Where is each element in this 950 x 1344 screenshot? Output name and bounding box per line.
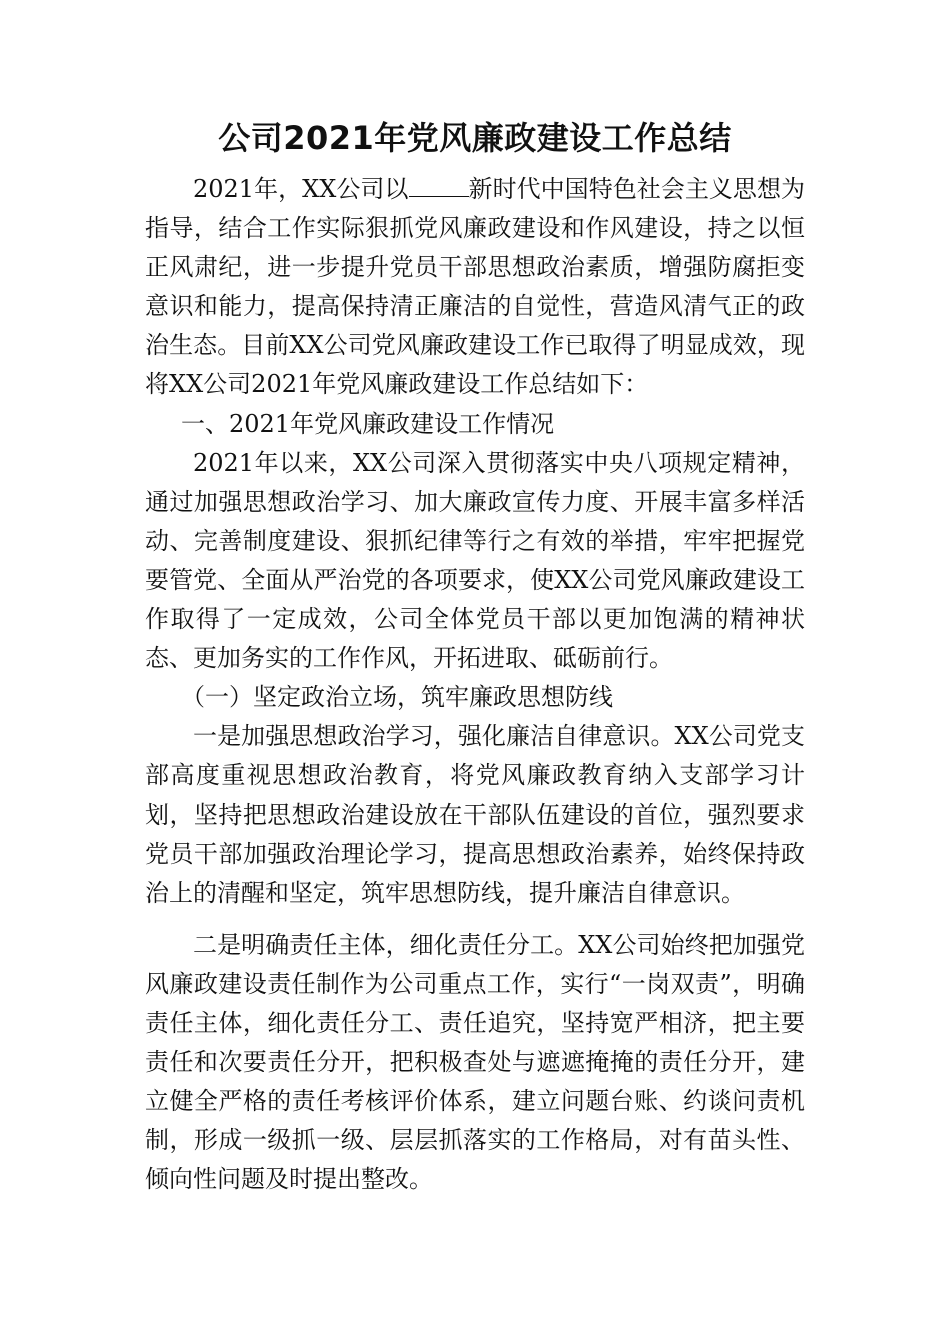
subsection-1-heading: （一）坚定政治立场，筑牢廉政思想防线 [181, 683, 613, 712]
intro-text-start: 2021年，XX公司以 [193, 175, 409, 203]
point-1-paragraph: 一是加强思想政治学习，强化廉洁自律意识。XX公司党支部高度重视思想政治教育，将党风廉政教育纳入支部学习计划，坚持把思想政治建设放在干部队伍建设的首位，强烈要求党员干部加强政治理论学习，提高思想政治素养，始终保持政治上的清醒和坚定，筑牢思想防线，提升廉洁自律意识。 [145, 722, 805, 907]
document-title: 公司2021年党风廉政建设工作总结 [218, 119, 732, 157]
section-1-paragraph: 2021年以来，XX公司深入贯彻落实中央八项规定精神，通过加强思想政治学习、加大廉政宣传力度、开展丰富多样活动、完善制度建设、狠抓纪律等行之有效的举措，牢牢把握党要管党、全面从严治党的各项要求，使XX公司党风廉政建设工作取得了一定成效，公司全体党员干部以更加饱满的精神状态、更加务实的工作作风，开拓进取、砥砺前行。 [145, 448, 805, 673]
section-1-heading: 一、2021年党风廉政建设工作情况 [181, 409, 555, 438]
fill-in-blank [409, 176, 469, 197]
intro-text-end: 新时代中国特色社会主义思想为指导，结合工作实际狠抓党风廉政建设和作风建设，持之以恒正风肃纪，进一步提升党员干部思想政治素质，增强防腐拒变意识和能力，提高保持清正廉洁的自觉性，营造风清气正的政治生态。目前XX公司党风廉政建设工作已取得了明显成效，现将XX公司2021年党风廉政建设工作总结如下： [145, 175, 805, 399]
point-2-paragraph: 二是明确责任主体，细化责任分工。XX公司始终把加强党风廉政建设责任制作为公司重点工作，实行“一岗双责”，明确责任主体，细化责任分工、责任追究，坚持宽严相济，把主要责任和次要责任分开，把积极查处与遮遮掩掩的责任分开，建立健全严格的责任考核评价体系，建立问题台账、约谈问责机制，形成一级抓一级、层层抓落实的工作格局，对有苗头性、倾向性问题及时提出整改。 [145, 930, 805, 1194]
paragraph-spacer [145, 913, 805, 926]
intro-paragraph [145, 170, 805, 405]
document-body [145, 170, 805, 1199]
